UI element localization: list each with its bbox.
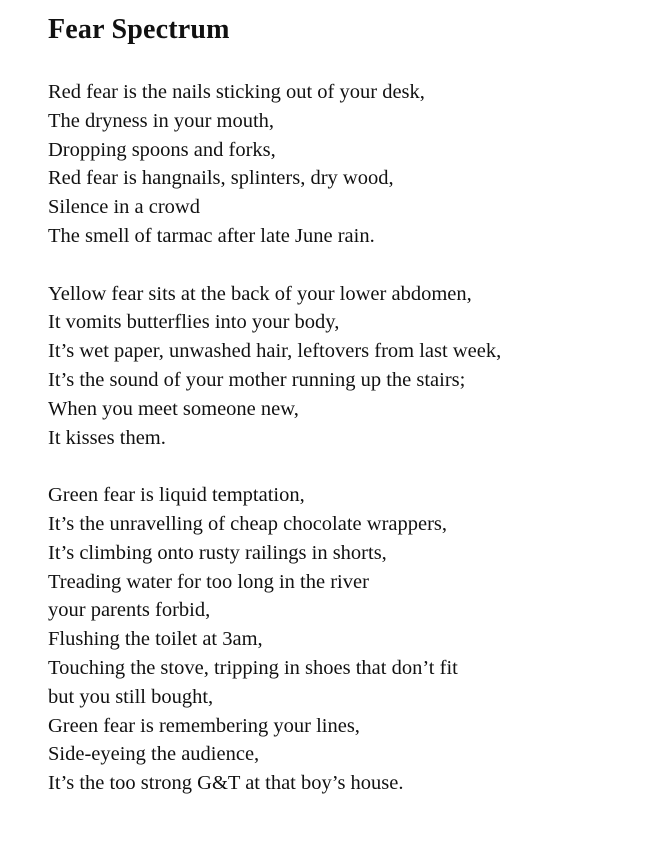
stanza-green (48, 481, 648, 798)
poem-line: Red fear is hangnails, splinters, dry wood, (48, 167, 394, 190)
stanza-yellow (48, 280, 648, 453)
poem-line: It’s climbing onto rusty railings in shorts, (48, 541, 387, 564)
poem-title: Fear Spectrum (48, 14, 230, 45)
poem-line: It’s the sound of your mother running up the stairs; (48, 368, 466, 391)
poem-line: Side-eyeing the audience, (48, 743, 260, 766)
poem-line: Silence in a crowd (48, 196, 200, 219)
poem-line: It’s wet paper, unwashed hair, leftovers from last week, (48, 340, 502, 363)
poem-line: Touching the stove, tripping in shoes that don’t fit (48, 656, 458, 679)
poem-line: It’s the unravelling of cheap chocolate wrappers, (48, 512, 448, 535)
poem-page (48, 12, 648, 827)
poem-line: It vomits butterflies into your body, (48, 311, 340, 334)
poem-line: The dryness in your mouth, (48, 109, 275, 132)
poem-line: Green fear is remembering your lines, (48, 714, 360, 737)
poem-line: Green fear is liquid temptation, (48, 484, 305, 507)
poem-line: It’s the too strong G&T at that boy’s house. (48, 772, 404, 795)
poem-line: but you still bought, (48, 685, 214, 708)
poem-line: Treading water for too long in the river (48, 570, 369, 593)
poem-line: Yellow fear sits at the back of your lower abdomen, (48, 282, 472, 305)
poem-line: your parents forbid, (48, 599, 211, 622)
poem-line: Dropping spoons and forks, (48, 138, 276, 161)
poem-line: It kisses them. (48, 426, 166, 449)
poem-line: The smell of tarmac after late June rain. (48, 224, 375, 247)
poem-line: Red fear is the nails sticking out of your desk, (48, 81, 425, 103)
poem-line: When you meet someone new, (48, 397, 299, 420)
poem-line: Flushing the toilet at 3am, (48, 628, 263, 651)
stanza-red (48, 78, 648, 251)
